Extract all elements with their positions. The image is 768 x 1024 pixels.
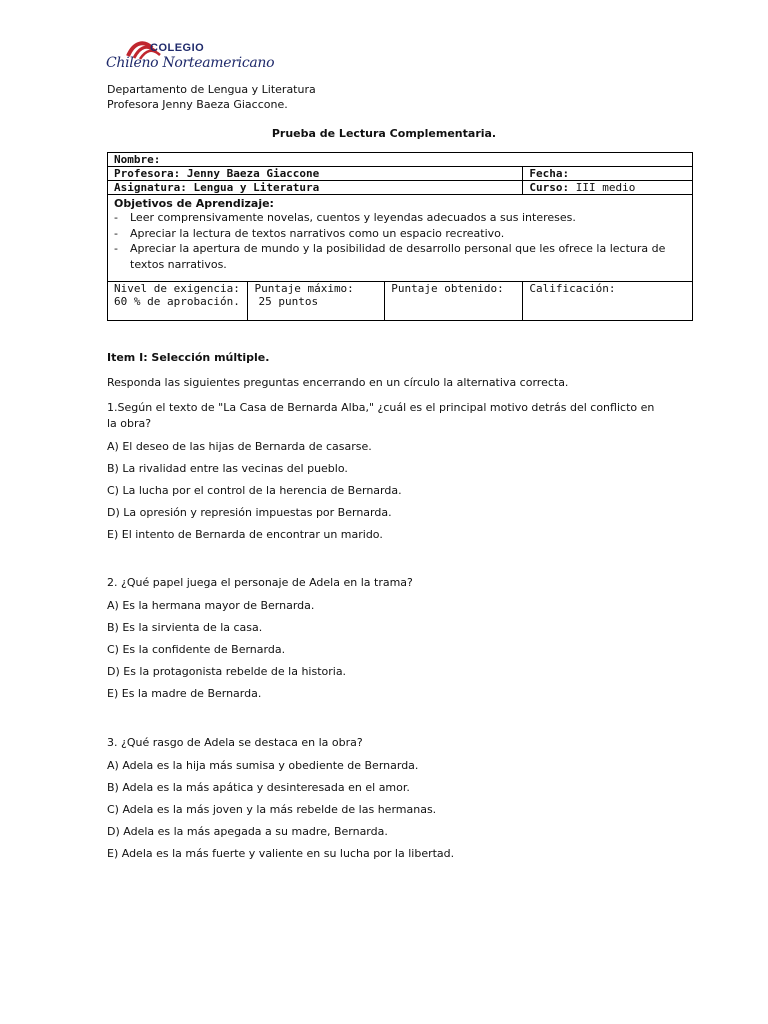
q3-option-b[interactable]: B) Adela es la más apática y desinteresada en el amor. xyxy=(107,781,410,794)
q2-option-d[interactable]: D) Es la protagonista rebelde de la historia. xyxy=(107,665,347,678)
teacher-line: Profesora Jenny Baeza Giaccone. xyxy=(107,98,288,111)
curso-cell xyxy=(523,181,693,195)
nombre-label: Nombre: xyxy=(114,153,161,166)
q1-option-e[interactable]: E) El intento de Bernarda de encontrar un marido. xyxy=(107,528,383,541)
objetivo-item: - Leer comprensivamente novelas, cuentos y leyendas adecuados a sus intereses. xyxy=(114,210,686,226)
info-table xyxy=(107,152,693,321)
puntaje-obt-label: Puntaje obtenido: xyxy=(391,282,504,295)
objetivo-item: - Apreciar la lectura de textos narrativos como un espacio recreativo. xyxy=(114,226,686,242)
nivel-label: Nivel de exigencia: xyxy=(114,282,240,295)
objetivos-title: Objetivos de Aprendizaje: xyxy=(114,197,274,210)
asignatura-cell: Asignatura: Lengua y Literatura xyxy=(108,181,523,195)
q2-option-a[interactable]: A) Es la hermana mayor de Bernarda. xyxy=(107,599,315,612)
puntaje-max-cell xyxy=(248,282,385,321)
logo-script-text: Chileno Norteamericano xyxy=(106,55,275,71)
objetivo-item: - Apreciar la apertura de mundo y la posibilidad de desarrollo personal que les ofrece la lectura de textos narrativos. xyxy=(114,241,686,272)
question-3: 3. ¿Qué rasgo de Adela se destaca en la obra? xyxy=(107,736,363,749)
nivel-cell xyxy=(108,282,248,321)
curso-label: Curso: xyxy=(529,181,570,194)
question-2: 2. ¿Qué papel juega el personaje de Adela en la trama? xyxy=(107,576,413,589)
q1-option-c[interactable]: C) La lucha por el control de la herencia de Bernarda. xyxy=(107,484,402,497)
q2-option-b[interactable]: B) Es la sirvienta de la casa. xyxy=(107,621,263,634)
q3-option-a[interactable]: A) Adela es la hija más sumisa y obediente de Bernarda. xyxy=(107,759,419,772)
curso-value: III medio xyxy=(575,181,636,194)
profesora-cell: Profesora: Jenny Baeza Giaccone xyxy=(108,167,523,181)
calificacion-cell xyxy=(523,282,693,321)
objetivos-cell xyxy=(108,195,693,282)
fecha-cell: Fecha: xyxy=(523,167,693,181)
q1-option-a[interactable]: A) El deseo de las hijas de Bernarda de casarse. xyxy=(107,440,372,453)
department-line: Departamento de Lengua y Literatura xyxy=(107,83,316,96)
item-title: Item I: Selección múltiple. xyxy=(107,351,270,364)
puntaje-max-value: 25 puntos xyxy=(258,295,319,308)
q3-option-d[interactable]: D) Adela es la más apegada a su madre, Bernarda. xyxy=(107,825,388,838)
puntaje-obt-cell xyxy=(385,282,523,321)
q2-option-c[interactable]: C) Es la confidente de Bernarda. xyxy=(107,643,286,656)
logo-colegio-text: COLEGIO xyxy=(150,42,205,54)
calificacion-label: Calificación: xyxy=(529,282,616,295)
nombre-cell xyxy=(108,153,693,167)
puntaje-max-label: Puntaje máximo: xyxy=(254,282,354,295)
q2-option-e[interactable]: E) Es la madre de Bernarda. xyxy=(107,687,262,700)
instructions: Responda las siguientes preguntas encerrando en un círculo la alternativa correcta. xyxy=(107,376,569,389)
nivel-value: 60 % de aprobación. xyxy=(114,295,240,308)
page-title: Prueba de Lectura Complementaria. xyxy=(271,127,497,140)
q1-option-b[interactable]: B) La rivalidad entre las vecinas del pueblo. xyxy=(107,462,348,475)
q3-option-e[interactable]: E) Adela es la más fuerte y valiente en su lucha por la libertad. xyxy=(107,847,455,860)
question-1: 1.Según el texto de "La Casa de Bernarda Alba," ¿cuál es el principal motivo detrás del conflicto en la obra? xyxy=(107,401,655,430)
school-logo xyxy=(106,38,275,78)
objetivos-list xyxy=(114,210,686,272)
q3-option-c[interactable]: C) Adela es la más joven y la más rebelde de las hermanas. xyxy=(107,803,437,816)
q1-option-d[interactable]: D) La opresión y represión impuestas por Bernarda. xyxy=(107,506,392,519)
